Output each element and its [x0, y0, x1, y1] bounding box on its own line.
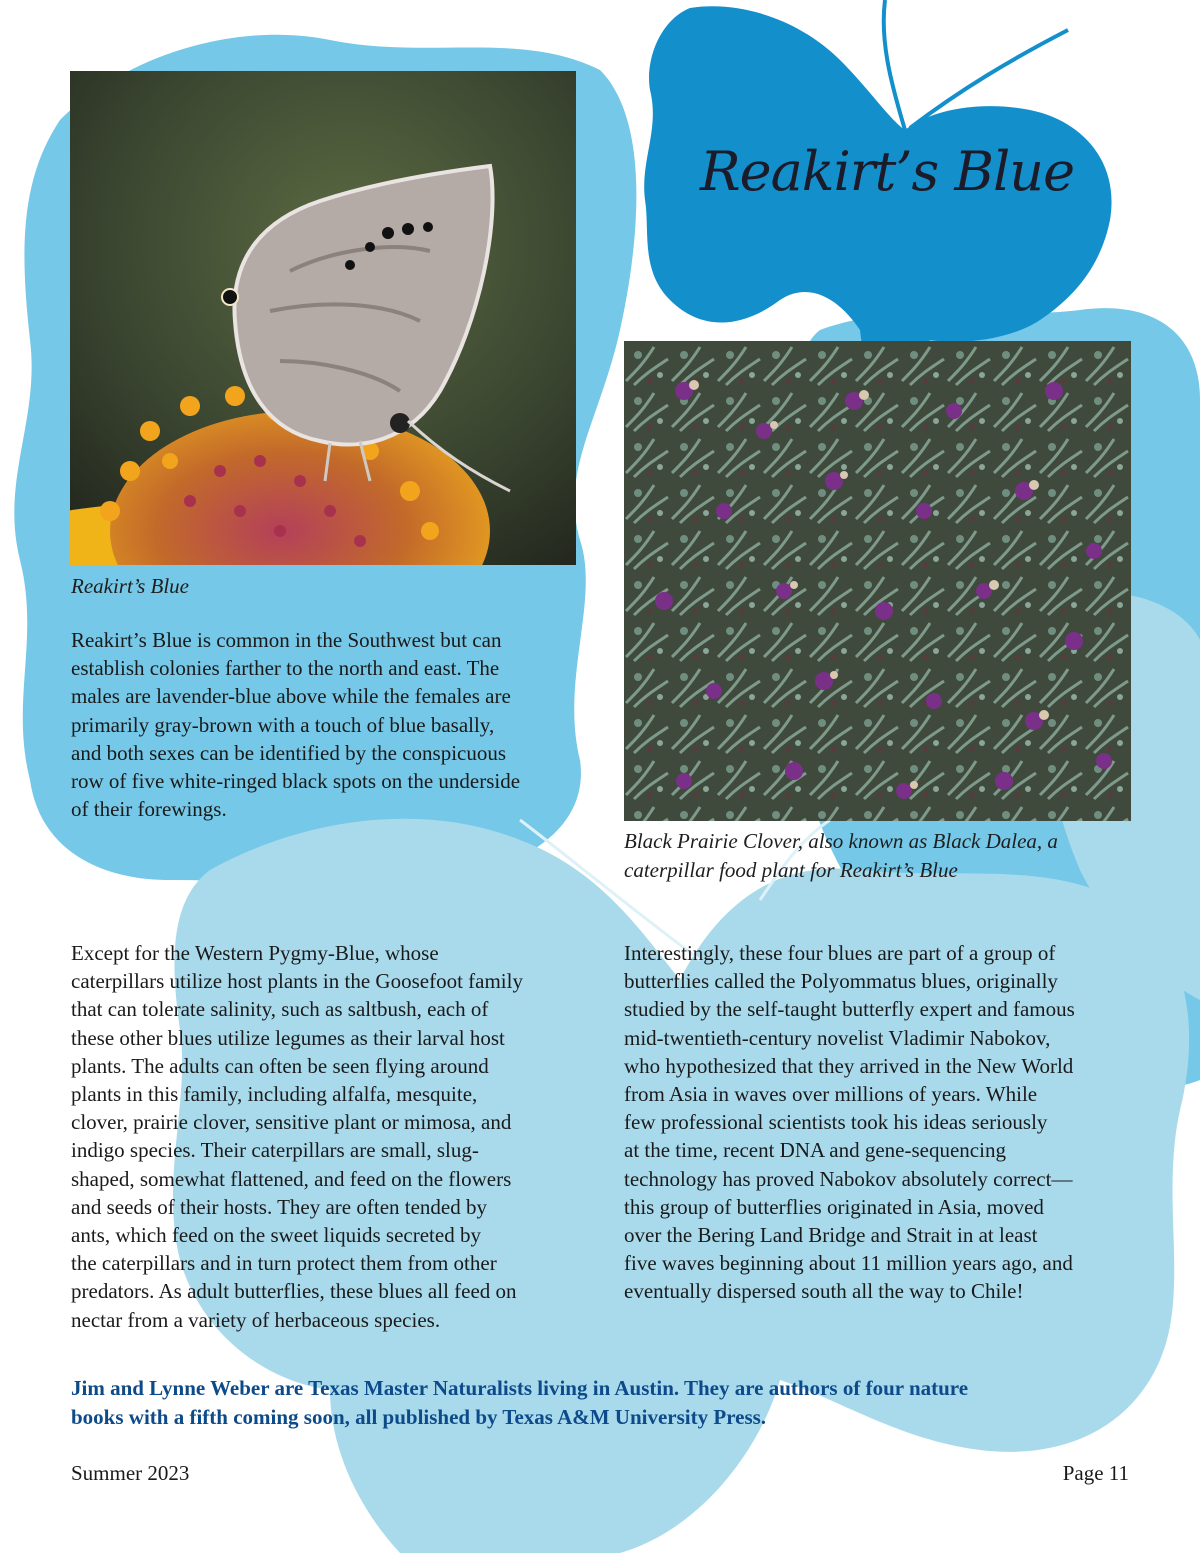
prairie-clover-photo: [624, 341, 1131, 821]
column-left-text: Except for the Western Pygmy-Blue, whose caterpillars utilize host plants in the Goosefoot family that can tolerate salinity, such as saltbush, each of these other blues utilize legumes as their larval host plants. The adults can often be seen flying around plants in this family, including alfalfa, mesquite, clover, prairie clover, sensitive plant or mimosa, and indigo species. Their caterpillars are small, slug- shaped, somewhat flattened, and feed on the flowers and seeds of their hosts. They are often tended by ants, which feed on the sweet liquids secreted by the caterpillars and in turn protect them from other predators. As adult butterflies, these blues all feed on nectar from a variety of herbaceous species.: [71, 941, 523, 1332]
title-butterfly-antenna: [884, 0, 905, 130]
author-bio: Jim and Lynne Weber are Texas Master Naturalists living in Austin. They are authors of four nature books with a fifth coming soon, all published by Texas A&M University Press.: [71, 1376, 969, 1429]
photo-caption-clover: Black Prairie Clover, also known as Black Dalea, a caterpillar food plant for Reakirt’s Blue: [624, 829, 1058, 882]
intro-paragraph: Reakirt’s Blue is common in the Southwest but can establish colonies farther to the north and east. The males are lavender-blue above while the females are primarily gray-brown with a touch of blue basally, and both sexes can be identified by the conspicuous row of five white-ringed black spots on the underside of their forewings.: [71, 628, 521, 822]
butterfly-on-flower-photo: [70, 71, 576, 565]
photo-caption-butterfly: Reakirt’s Blue: [71, 574, 190, 598]
column-right-text: Interestingly, these four blues are part of a group of butterflies called the Polyommatus blues, originally studied by the self-taught butterfly expert and famous mid-twentieth-century novelist Vladimir Nabokov, who hypothesized that they arrived in the New World from Asia in waves over millions of years. While few professional scientists took his ideas seriously at the time, recent DNA and gene-sequencing technology has proved Nabokov absolutely correct— this group of butterflies originated in Asia, moved over the Bering Land Bridge and Strait in at least five waves beginning about 11 million years ago, and eventually dispersed south all the way to Chile!: [624, 941, 1075, 1304]
footer-issue-date: Summer 2023: [71, 1461, 190, 1485]
footer-page-number: Page 11: [1062, 1461, 1129, 1485]
page-title: Reakirt’s Blue: [700, 140, 1075, 203]
